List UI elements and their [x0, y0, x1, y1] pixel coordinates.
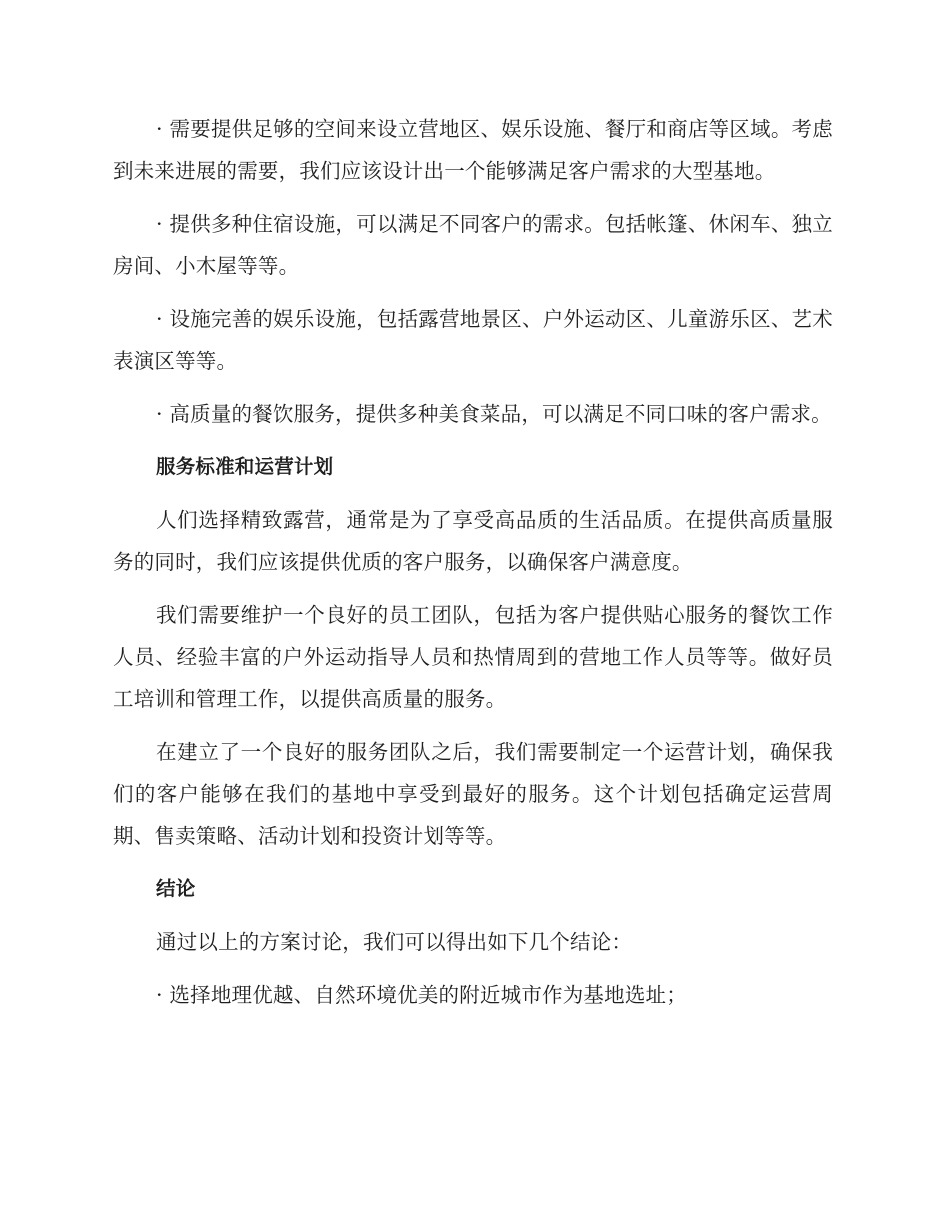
bullet-paragraph: · 设施完善的娱乐设施，包括露营地景区、户外运动区、儿童游乐区、艺术表演区等等。 — [113, 307, 833, 373]
section-heading-conclusion: 结论 — [156, 877, 196, 900]
body-paragraph: 通过以上的方案讨论，我们可以得出如下几个结论： — [156, 930, 633, 954]
section-heading-service: 服务标准和运营计划 — [156, 455, 334, 478]
bullet-paragraph: · 需要提供足够的空间来设立营地区、娱乐设施、餐厅和商店等区域。考虑到未来进展的需要，我们应该设计出一个能够满足客户需求的大型基地。 — [113, 117, 833, 183]
bullet-paragraph: · 提供多种住宿设施，可以满足不同客户的需求。包括帐篷、休闲车、独立房间、小木屋等等。 — [113, 212, 833, 278]
body-paragraph: 我们需要维护一个良好的员工团队，包括为客户提供贴心服务的餐饮工作人员、经验丰富的户外运动指导人员和热情周到的营地工作人员等等。做好员工培训和管理工作，以提供高质量的服务。 — [113, 603, 833, 711]
bullet-paragraph: · 高质量的餐饮服务，提供多种美食菜品，可以满足不同口味的客户需求。 — [156, 402, 832, 426]
document-body — [113, 108, 833, 1027]
bullet-paragraph: · 选择地理优越、自然环境优美的附近城市作为基地选址； — [156, 983, 687, 1007]
body-paragraph: 人们选择精致露营，通常是为了享受高品质的生活品质。在提供高质量服务的同时，我们应该提供优质的客户服务，以确保客户满意度。 — [113, 508, 833, 574]
body-paragraph: 在建立了一个良好的服务团队之后，我们需要制定一个运营计划，确保我们的客户能够在我们的基地中享受到最好的服务。这个计划包括确定运营周期、售卖策略、活动计划和投资计划等等。 — [113, 740, 833, 848]
